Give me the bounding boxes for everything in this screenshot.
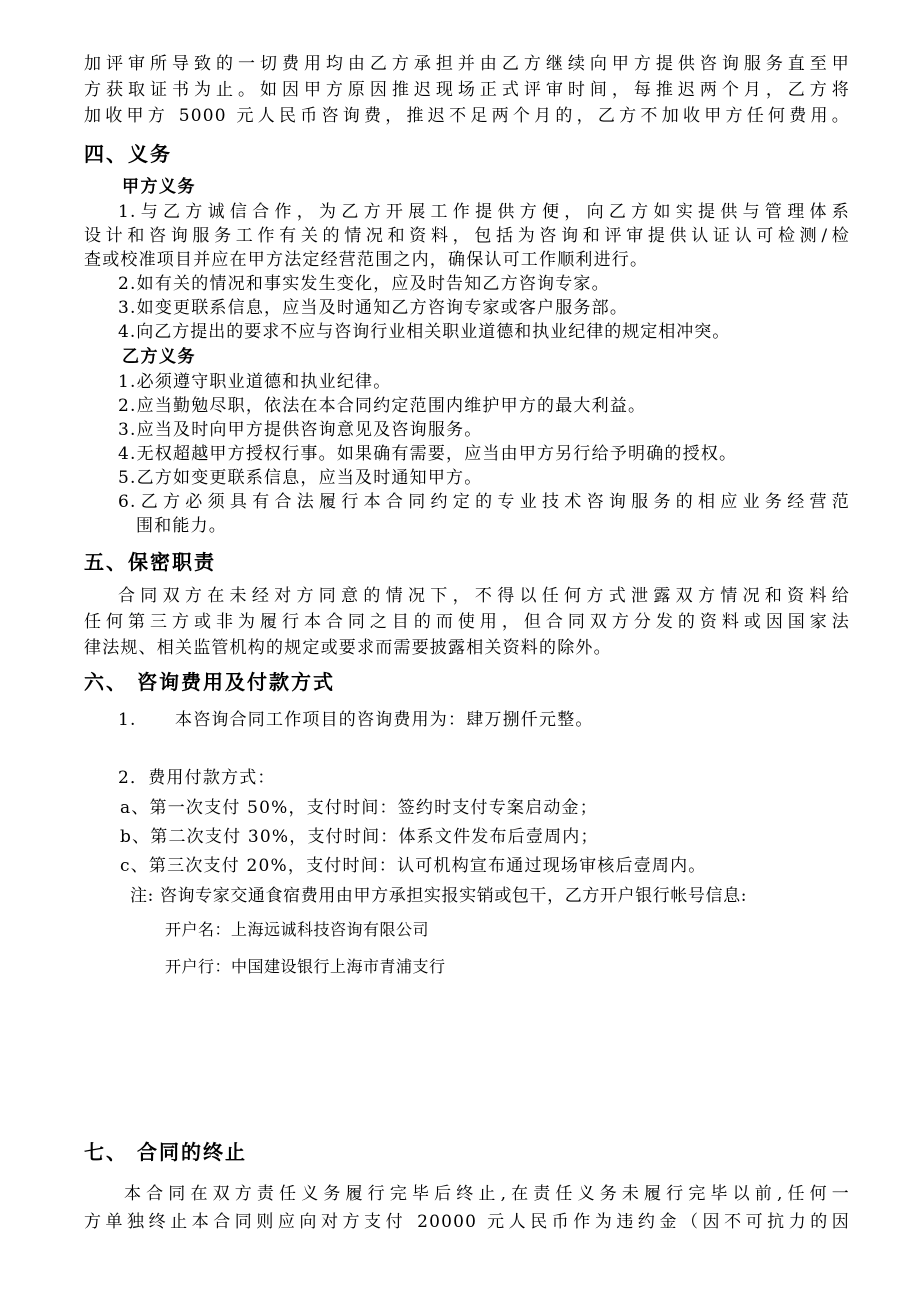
termination-line-2: 方单独终止本合同则应向对方支付 20000 元人民币作为违约金（因不可抗力的因 [84,1212,850,1232]
expenses-note: 注: 咨询专家交通食宿费用由甲方承担实报实销或包干，乙方开户银行帐号信息: [130,886,748,906]
b4-item: 4.无权超越甲方授权行事。如果确有需要，应当由甲方另行给予明确的授权。 [118,444,738,464]
a4-item: 4.向乙方提出的要求不应与咨询行业相关职业道德和执业纪律的规定相冲突。 [118,322,731,342]
party-a-duties-title: 甲方义务 [122,177,196,197]
b3-item: 3.应当及时向甲方提供咨询意见及咨询服务。 [118,420,483,440]
party-b-duties-title: 乙方义务 [122,347,196,367]
b6-line-1: 6.乙方必须具有合法履行本合同约定的专业技术咨询服务的相应业务经营范 [118,492,850,512]
a1-line-1: 1.与乙方诚信合作，为乙方开展工作提供方便，向乙方如实提供与管理体系 [118,202,850,222]
intro-line-1: 加评审所导致的一切费用均由乙方承担并由乙方继续向甲方提供咨询服务直至甲 [84,54,850,74]
a3-item: 3.如变更联系信息，应当及时通知乙方咨询专家或客户服务部。 [118,298,629,318]
section-6-heading: 六、 咨询费用及付款方式 [84,670,335,694]
b5-item: 5.乙方如变更联系信息，应当及时通知甲方。 [118,468,483,488]
payment-a: a、第一次支付 50%，支付时间：签约时支付专案启动金； [120,798,598,818]
b6-line-2: 围和能力。 [136,516,227,536]
termination-line-1: 本合同在双方责任义务履行完毕后终止,在责任义务未履行完毕以前,任何一 [124,1184,850,1204]
b2-item: 2.应当勤勉尽职，依法在本合同约定范围内维护甲方的最大利益。 [118,396,647,416]
account-name: 开户名：上海远诚科技咨询有限公司 [165,920,430,939]
confidentiality-line-1: 合同双方在未经对方同意的情况下，不得以任何方式泄露双方情况和资料给 [118,586,850,606]
intro-line-2: 方获取证书为止。如因甲方原因推迟现场正式评审时间，每推迟两个月，乙方将 [84,80,850,100]
b1-item: 1.必须遵守职业道德和执业纪律。 [118,372,392,392]
account-bank: 开户行：中国建设银行上海市青浦支行 [165,957,446,976]
payment-b: b、第二次支付 30%，支付时间：体系文件发布后壹周内； [120,827,599,847]
intro-line-3: 加收甲方 5000 元人民币咨询费，推迟不足两个月的，乙方不加收甲方任何费用。 [84,106,850,126]
section-4-heading: 四、义务 [84,142,172,166]
confidentiality-line-3: 律法规、相关监管机构的规定或要求而需要披露相关资料的除外。 [84,638,612,658]
fee-item-1-text: 本咨询合同工作项目的咨询费用为：肆万捌仟元整。 [175,710,594,730]
confidentiality-line-2: 任何第三方或非为履行本合同之目的而使用，但合同双方分发的资料或因国家法 [84,612,850,632]
fee-item-1-number: 1. [118,710,137,730]
a1-line-3: 查或校准项目并应在甲方法定经营范围之内，确保认可工作顺利进行。 [84,250,649,270]
payment-c: c、第三次支付 20%，支付时间：认可机构宣布通过现场审核后壹周内。 [120,856,707,876]
section-7-heading: 七、 合同的终止 [84,1140,247,1164]
a2-item: 2.如有关的情况和事实发生变化，应及时告知乙方咨询专家。 [118,274,610,294]
section-5-heading: 五、保密职责 [84,550,216,574]
fee-item-2: 2．费用付款方式： [118,768,276,788]
a1-line-2: 设计和咨询服务工作有关的情况和资料，包括为咨询和评审提供认证认可检测/检 [84,226,850,246]
